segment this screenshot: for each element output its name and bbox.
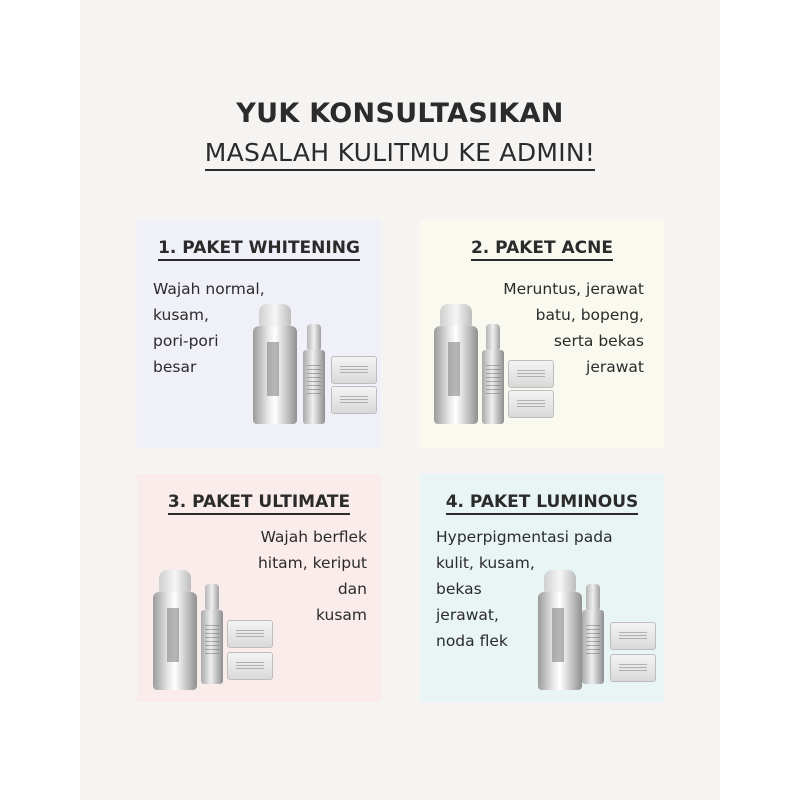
cream-jar-icon bbox=[227, 652, 273, 680]
description-line: Hyperpigmentasi pada bbox=[436, 528, 613, 546]
cream-jar-icon bbox=[331, 356, 377, 384]
description-line: pori-pori bbox=[153, 332, 219, 350]
package-card-luminous[interactable] bbox=[420, 474, 664, 702]
pump-bottle-icon bbox=[153, 570, 197, 690]
package-title bbox=[137, 492, 381, 512]
description-line: Wajah berflek bbox=[260, 528, 367, 546]
package-title bbox=[420, 492, 664, 512]
cream-jar-icon bbox=[610, 622, 656, 650]
description-line: hitam, keriput bbox=[257, 554, 367, 572]
headline-title: YUK KONSULTASIKAN bbox=[236, 98, 564, 129]
description-line: Wajah normal, bbox=[153, 280, 265, 298]
serum-bottle-icon bbox=[482, 324, 504, 424]
description-line: serta bekas bbox=[553, 332, 644, 350]
description-line: Meruntus, jerawat bbox=[503, 280, 644, 298]
package-title bbox=[420, 238, 664, 258]
package-title-text: 4. PAKET LUMINOUS bbox=[446, 492, 639, 515]
package-title-text: 3. PAKET ULTIMATE bbox=[168, 492, 350, 515]
package-card-acne[interactable] bbox=[420, 220, 664, 448]
description-line: jerawat bbox=[586, 358, 644, 376]
serum-bottle-icon bbox=[582, 584, 604, 684]
package-card-whitening[interactable] bbox=[137, 220, 381, 448]
description-line: besar bbox=[153, 358, 197, 376]
package-title bbox=[137, 238, 381, 258]
serum-bottle-icon bbox=[201, 584, 223, 684]
package-title-text: 1. PAKET WHITENING bbox=[158, 238, 360, 261]
cream-jar-icon bbox=[331, 386, 377, 414]
description-line: bekas bbox=[436, 580, 482, 598]
pump-bottle-icon bbox=[253, 304, 297, 424]
package-title-text: 2. PAKET ACNE bbox=[471, 238, 613, 261]
description-line: jerawat, bbox=[436, 606, 499, 624]
cream-jar-icon bbox=[508, 390, 554, 418]
package-description bbox=[258, 524, 367, 628]
cream-jar-icon bbox=[610, 654, 656, 682]
pump-bottle-icon bbox=[538, 570, 582, 690]
serum-bottle-icon bbox=[303, 324, 325, 424]
description-line: kulit, kusam, bbox=[436, 554, 535, 572]
description-line: kusam bbox=[316, 606, 367, 624]
headline-subtitle bbox=[0, 138, 800, 167]
description-line: dan bbox=[337, 580, 367, 598]
pump-bottle-icon bbox=[434, 304, 478, 424]
description-line: batu, bopeng, bbox=[535, 306, 644, 324]
description-line: kusam, bbox=[153, 306, 209, 324]
package-card-ultimate[interactable] bbox=[137, 474, 381, 702]
cream-jar-icon bbox=[508, 360, 554, 388]
package-description bbox=[153, 276, 265, 380]
headline-subtitle-text: MASALAH KULITMU KE ADMIN! bbox=[205, 138, 596, 171]
description-line: noda flek bbox=[436, 632, 508, 650]
cream-jar-icon bbox=[227, 620, 273, 648]
